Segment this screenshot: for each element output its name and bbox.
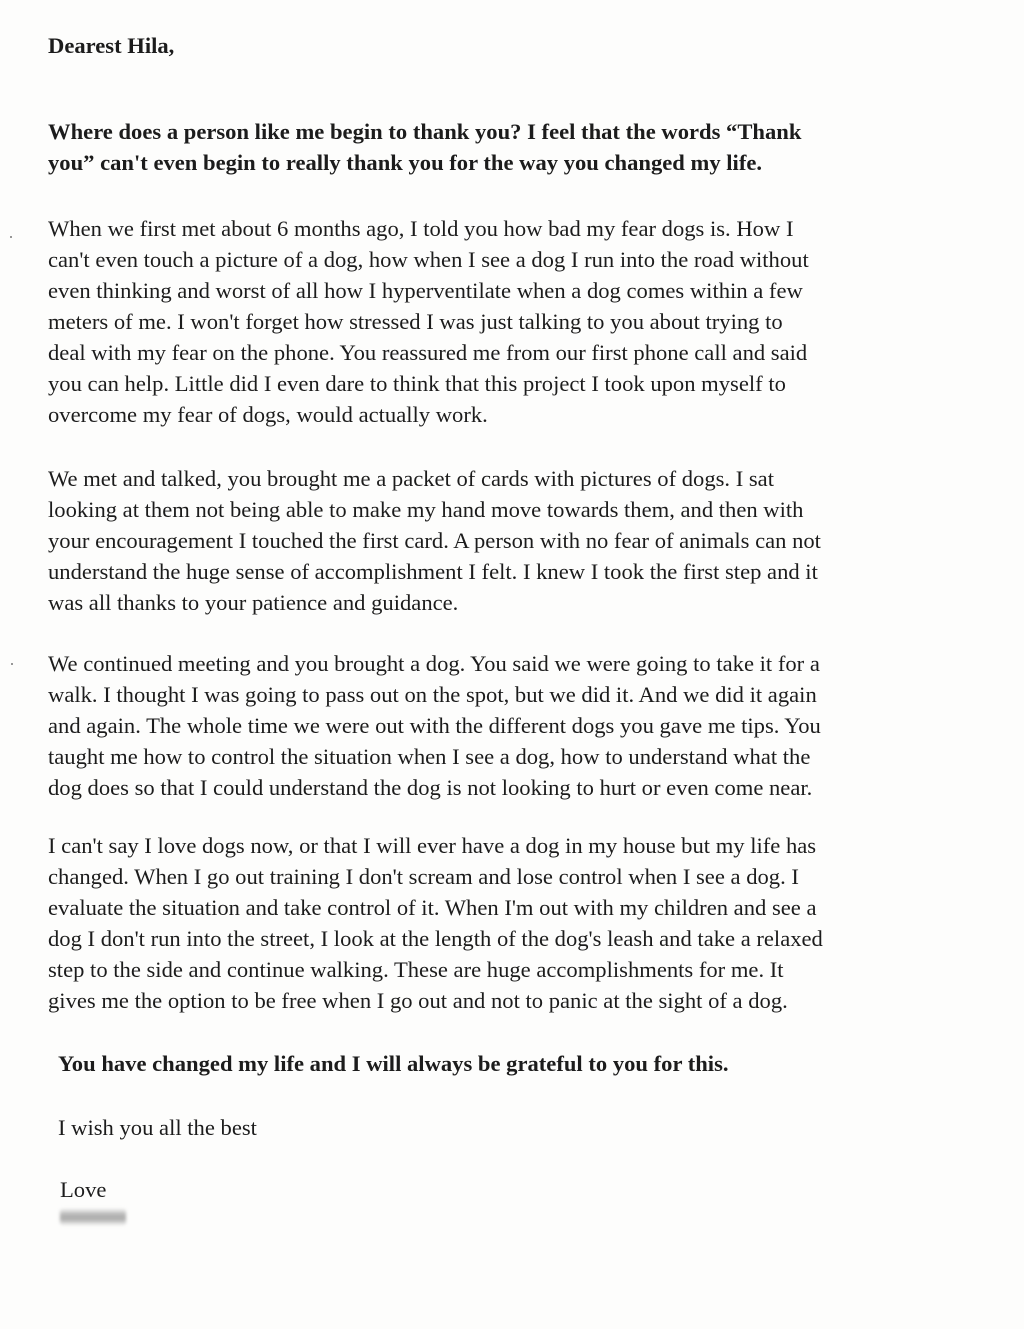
scan-speck <box>11 663 13 665</box>
body-line: even thinking and worst of all how I hyperventilate when a dog comes within a few <box>48 278 803 303</box>
body-line: evaluate the situation and take control of it. When I'm out with my children and see a <box>48 895 817 920</box>
paragraph-first-meeting <box>48 213 978 430</box>
wish-line: I wish you all the best <box>58 1115 257 1140</box>
body-line: walk. I thought I was going to pass out on the spot, but we did it. And we did it again <box>48 682 817 707</box>
body-line: gives me the option to be free when I go out and not to panic at the sight of a dog. <box>48 988 788 1013</box>
signoff: Love <box>60 1177 107 1202</box>
body-line: dog I don't run into the street, I look at the length of the dog's leash and take a relaxed <box>48 926 823 951</box>
body-line: looking at them not being able to make my hand move towards them, and then with <box>48 497 804 522</box>
paragraph-cards <box>48 463 978 618</box>
body-line: dog does so that I could understand the dog is not looking to hurt or even come near. <box>48 775 813 800</box>
body-line: overcome my fear of dogs, would actually work. <box>48 402 488 427</box>
body-line: We met and talked, you brought me a packet of cards with pictures of dogs. I sat <box>48 466 774 491</box>
intro-line: you” can't even begin to really thank you for the way you changed my life. <box>48 150 763 175</box>
body-line: When we first met about 6 months ago, I told you how bad my fear dogs is. How I <box>48 216 794 241</box>
body-line: changed. When I go out training I don't scream and lose control when I see a dog. I <box>48 864 799 889</box>
closing-statement: You have changed my life and I will always be grateful to you for this. <box>58 1051 729 1076</box>
body-line: your encouragement I touched the first card. A person with no fear of animals can not <box>48 528 821 553</box>
salutation: Dearest Hila, <box>48 33 175 58</box>
paragraph-walks <box>48 648 978 803</box>
body-line: meters of me. I won't forget how stressed I was just talking to you about trying to <box>48 309 783 334</box>
body-line: and again. The whole time we were out with the different dogs you gave me tips. You <box>48 713 821 738</box>
body-line: can't even touch a picture of a dog, how when I see a dog I run into the road without <box>48 247 809 272</box>
body-line: deal with my fear on the phone. You reassured me from our first phone call and said <box>48 340 808 365</box>
intro-line: Where does a person like me begin to thank you? I feel that the words “Thank <box>48 119 802 144</box>
body-line: I can't say I love dogs now, or that I will ever have a dog in my house but my life has <box>48 833 817 858</box>
scan-speck <box>10 236 12 238</box>
body-line: taught me how to control the situation when I see a dog, how to understand what the <box>48 744 811 769</box>
paragraph-changed-life <box>48 830 978 1016</box>
body-line: step to the side and continue walking. These are huge accomplishments for me. It <box>48 957 784 982</box>
body-line: was all thanks to your patience and guidance. <box>48 590 459 615</box>
intro-paragraph <box>48 116 978 178</box>
body-line: We continued meeting and you brought a dog. You said we were going to take it for a <box>48 651 820 676</box>
redacted-signature <box>60 1208 126 1226</box>
body-line: understand the huge sense of accomplishment I felt. I knew I took the first step and it <box>48 559 818 584</box>
body-line: you can help. Little did I even dare to think that this project I took upon myself to <box>48 371 786 396</box>
